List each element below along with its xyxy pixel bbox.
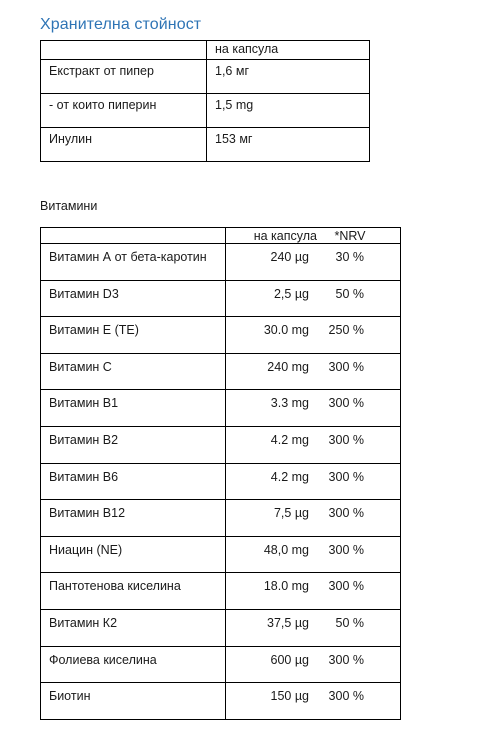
vitamin-amount: 7,5 µg bbox=[273, 506, 309, 521]
vitamin-nrv: 50 % bbox=[335, 615, 364, 630]
table-header-row bbox=[41, 41, 370, 60]
vitamin-nrv: 300 % bbox=[328, 469, 364, 484]
table-row bbox=[41, 317, 401, 354]
vitamin-values bbox=[226, 426, 401, 463]
vitamin-amount: 240 µg bbox=[270, 250, 309, 264]
ingredient-value: 1,6 мг bbox=[207, 60, 370, 94]
vitamin-name: Витамин А от бета-каротин bbox=[41, 244, 226, 281]
vitamin-name: Витамин В6 bbox=[41, 463, 226, 500]
vitamin-values bbox=[226, 573, 401, 610]
vitamin-amount: 3.3 mg bbox=[270, 396, 309, 411]
table-row bbox=[41, 500, 401, 537]
vitamins-heading: Витамини bbox=[40, 199, 98, 213]
table-row bbox=[41, 463, 401, 500]
vitamin-values bbox=[226, 536, 401, 573]
ingredient-name: Екстракт от пипер bbox=[41, 60, 207, 94]
vitamin-nrv: 300 % bbox=[328, 432, 364, 447]
vitamin-name: Пантотенова киселина bbox=[41, 573, 226, 610]
header-amount-nrv bbox=[226, 228, 401, 244]
vitamin-nrv: 300 % bbox=[328, 652, 364, 667]
header-empty-cell bbox=[41, 228, 226, 244]
vitamin-amount: 150 µg bbox=[270, 689, 309, 704]
vitamin-name: Ниацин (NE) bbox=[41, 536, 226, 573]
table-row bbox=[41, 353, 401, 390]
vitamin-name: Биотин bbox=[41, 683, 226, 720]
vitamin-amount: 18.0 mg bbox=[263, 579, 309, 594]
table-row bbox=[41, 426, 401, 463]
table-row bbox=[41, 536, 401, 573]
header-per-capsule: на капсула bbox=[253, 229, 317, 243]
vitamin-nrv: 300 % bbox=[328, 506, 364, 521]
vitamin-values bbox=[226, 280, 401, 317]
vitamin-amount: 4.2 mg bbox=[270, 432, 309, 447]
table-row bbox=[41, 646, 401, 683]
table-row bbox=[41, 683, 401, 720]
vitamin-values bbox=[226, 683, 401, 720]
vitamin-nrv: 300 % bbox=[328, 689, 364, 704]
header-per-capsule: на капсула bbox=[207, 41, 370, 60]
vitamin-name: Витамин В1 bbox=[41, 390, 226, 427]
ingredient-value: 153 мг bbox=[207, 128, 370, 162]
vitamin-values bbox=[226, 317, 401, 354]
vitamin-nrv: 50 % bbox=[335, 286, 364, 301]
vitamin-values bbox=[226, 244, 401, 281]
table-row bbox=[41, 280, 401, 317]
vitamin-nrv: 300 % bbox=[328, 396, 364, 411]
vitamin-name: Витамин Е (ТЕ) bbox=[41, 317, 226, 354]
table-header-row bbox=[41, 228, 401, 244]
vitamin-values bbox=[226, 353, 401, 390]
table-row bbox=[41, 609, 401, 646]
vitamin-name: Витамин В2 bbox=[41, 426, 226, 463]
vitamin-values bbox=[226, 646, 401, 683]
table-row bbox=[41, 94, 370, 128]
vitamin-amount: 240 mg bbox=[267, 359, 309, 374]
ingredient-name: Инулин bbox=[41, 128, 207, 162]
page-title: Хранителна стойност bbox=[40, 16, 202, 33]
vitamin-nrv: 300 % bbox=[328, 579, 364, 594]
vitamin-nrv: 250 % bbox=[328, 323, 364, 338]
vitamin-nrv: 300 % bbox=[328, 542, 364, 557]
table-row bbox=[41, 244, 401, 281]
table-row bbox=[41, 128, 370, 162]
nutrition-table bbox=[40, 40, 370, 162]
vitamin-amount: 48,0 mg bbox=[263, 542, 309, 557]
table-row bbox=[41, 573, 401, 610]
vitamin-nrv: 30 % bbox=[335, 250, 364, 264]
table-row bbox=[41, 390, 401, 427]
vitamin-name: Витамин В12 bbox=[41, 500, 226, 537]
ingredient-name: - от които пиперин bbox=[41, 94, 207, 128]
vitamins-table bbox=[40, 227, 401, 720]
vitamin-name: Витамин К2 bbox=[41, 609, 226, 646]
header-nrv: *NRV bbox=[334, 229, 366, 243]
vitamin-amount: 4.2 mg bbox=[270, 469, 309, 484]
vitamin-amount: 600 µg bbox=[270, 652, 309, 667]
vitamin-amount: 2,5 µg bbox=[273, 286, 309, 301]
vitamin-values bbox=[226, 390, 401, 427]
vitamin-name: Фолиева киселина bbox=[41, 646, 226, 683]
table-row bbox=[41, 60, 370, 94]
vitamin-values bbox=[226, 609, 401, 646]
vitamin-values bbox=[226, 463, 401, 500]
vitamin-name: Витамин D3 bbox=[41, 280, 226, 317]
header-empty-cell bbox=[41, 41, 207, 60]
vitamin-nrv: 300 % bbox=[328, 359, 364, 374]
vitamin-name: Витамин С bbox=[41, 353, 226, 390]
vitamin-amount: 37,5 µg bbox=[267, 615, 309, 630]
vitamin-values bbox=[226, 500, 401, 537]
vitamin-amount: 30.0 mg bbox=[263, 323, 309, 338]
ingredient-value: 1,5 mg bbox=[207, 94, 370, 128]
